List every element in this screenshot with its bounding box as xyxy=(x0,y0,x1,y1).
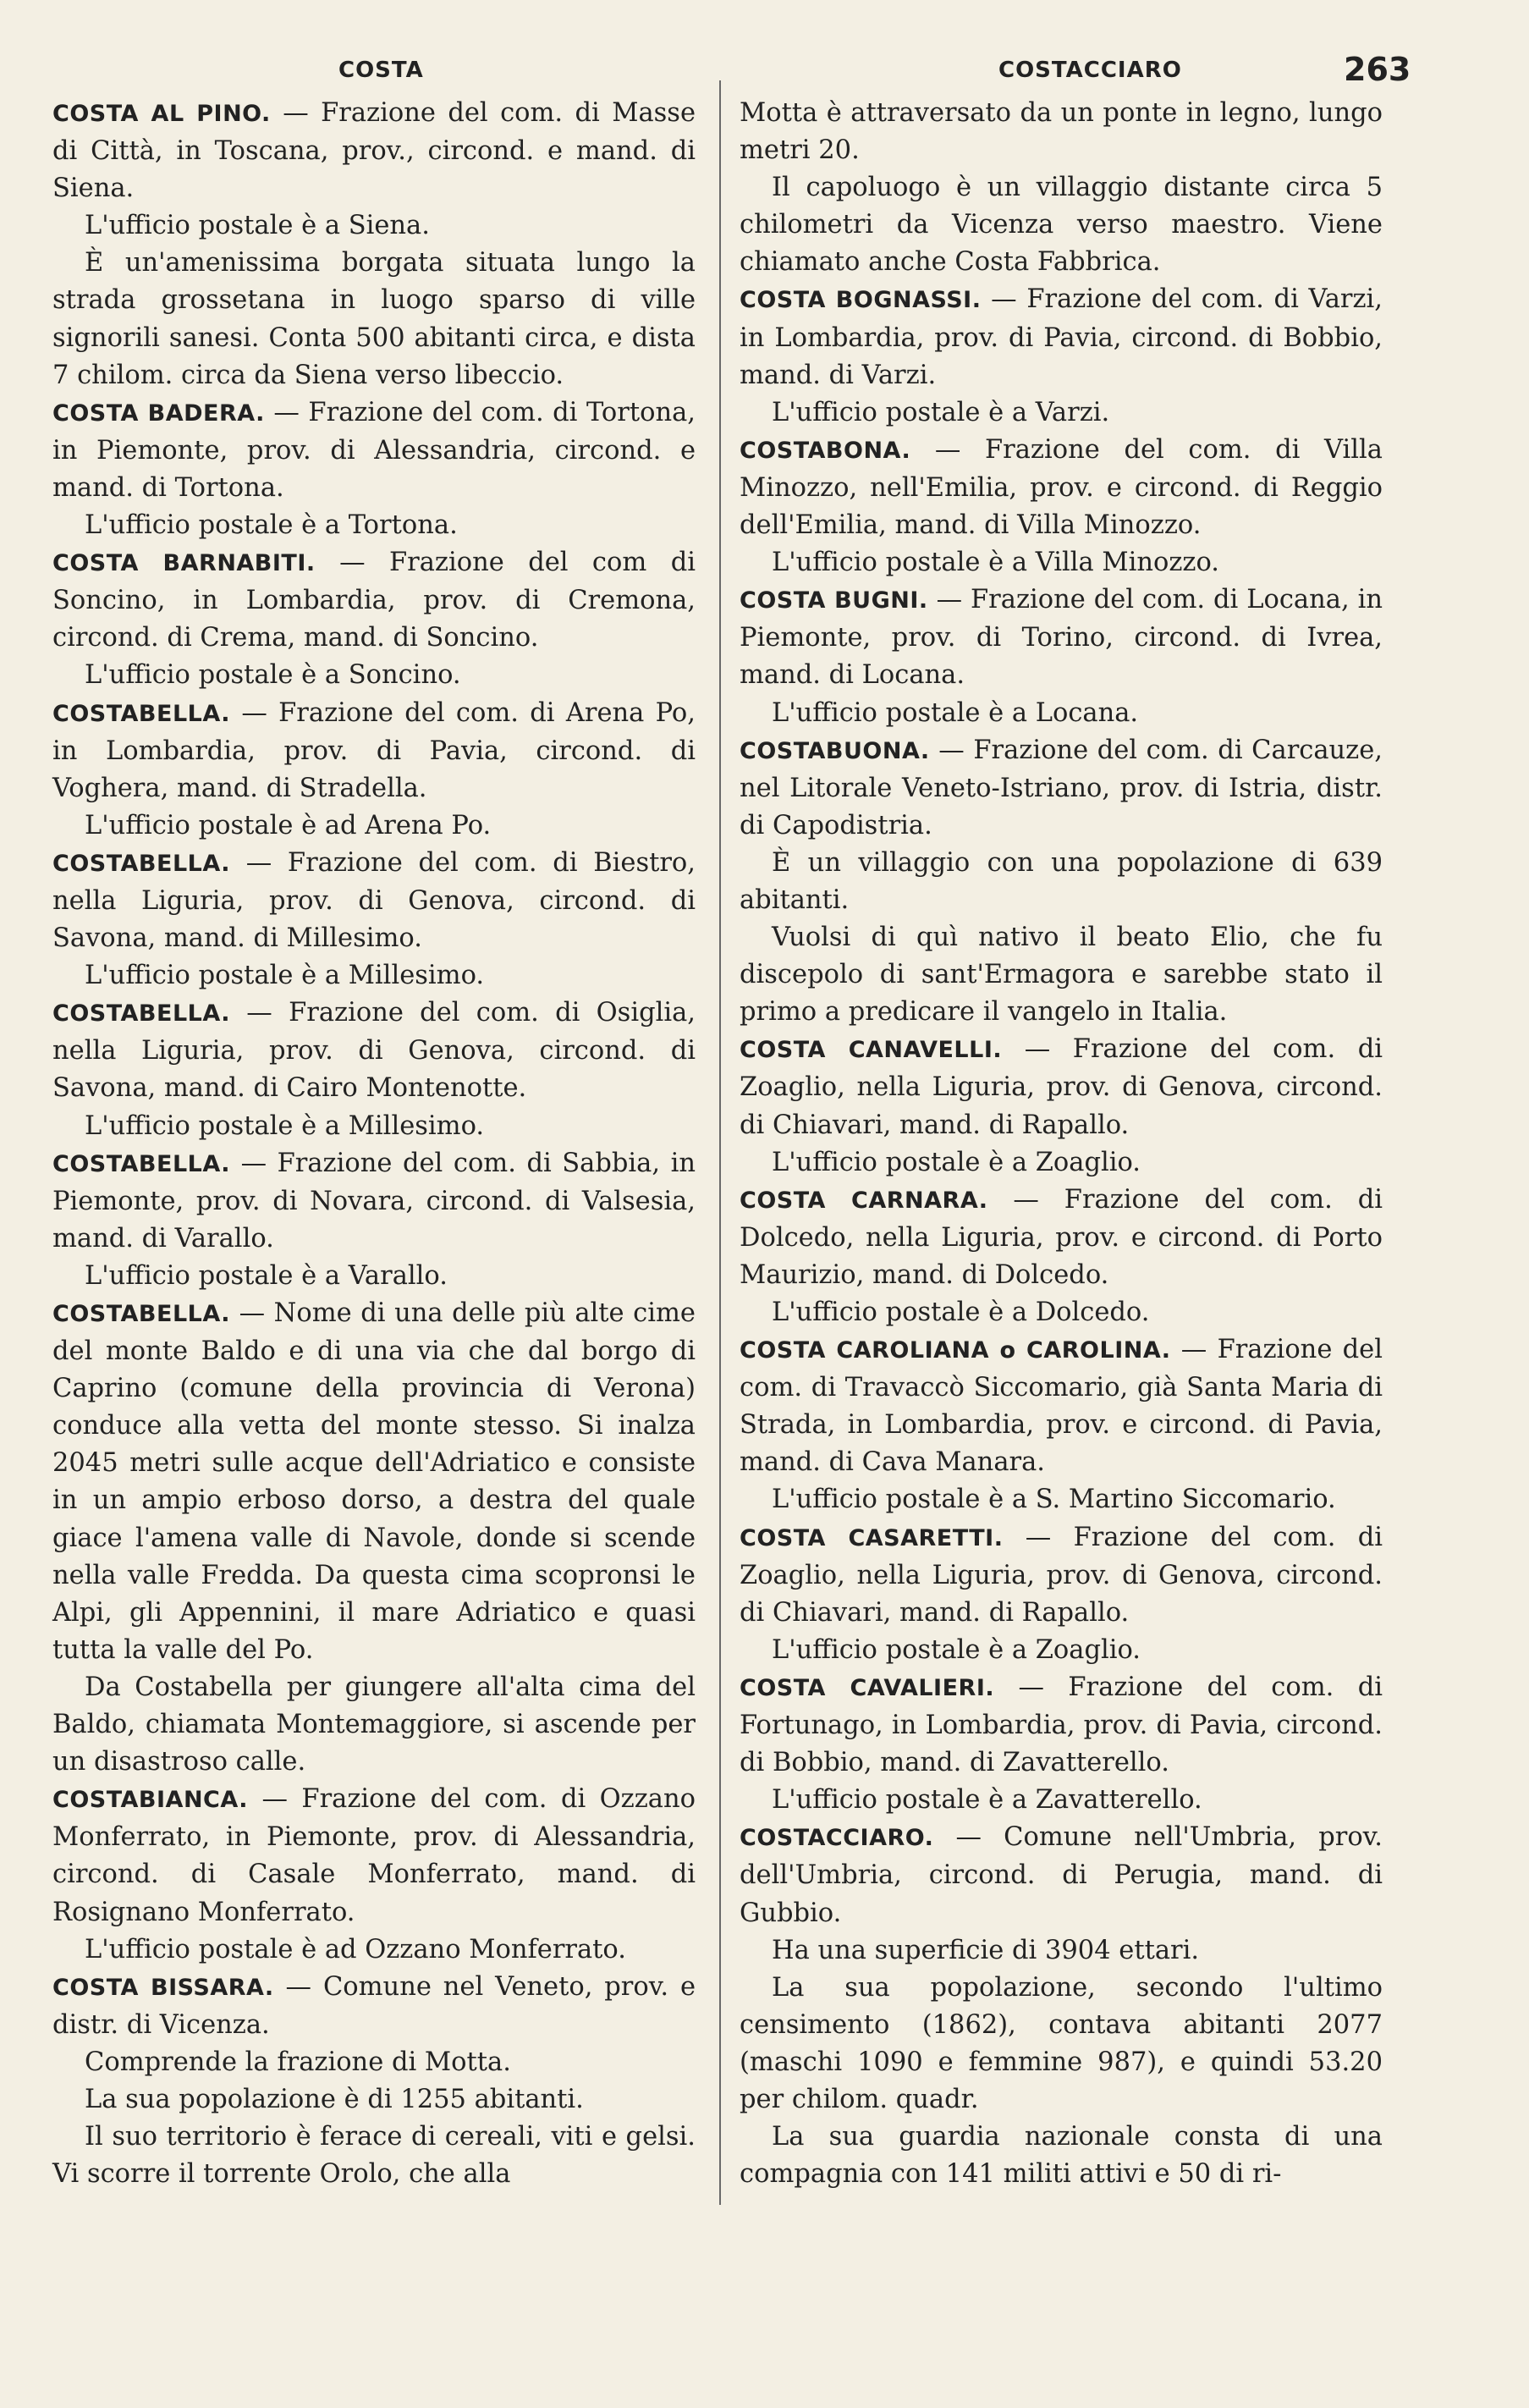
entry-subparagraph: Vuolsi di quì nativo il beato Elio, che fu discepolo di sant'Ermagora e sarebbe stato il primo a predicare il vangelo in Italia. xyxy=(740,923,1383,1028)
entry-definition: — Frazione del com. di Arena Po, in Lombardia, prov. di Pavia, circond. di Voghera, mand. di Stradella. xyxy=(52,697,696,803)
dictionary-entry xyxy=(52,1969,696,2044)
dictionary-entry xyxy=(52,95,696,207)
continuation-subparagraph: Il capoluogo è un villaggio distante circa 5 chilometri da Vicenza verso maestro. Viene chiamato anche Costa Fabbrica. xyxy=(740,173,1383,278)
dictionary-entry xyxy=(52,1295,696,1669)
entry-headword: COSTABELLA. xyxy=(52,1000,231,1028)
entry-headword: COSTABUONA. xyxy=(740,737,930,764)
entry-subparagraph: L'ufficio postale è a Tortona. xyxy=(85,510,458,541)
dictionary-entry xyxy=(740,1331,1383,1481)
right-entries xyxy=(740,281,1383,2193)
dictionary-entry xyxy=(740,581,1383,694)
dictionary-entry xyxy=(52,394,696,507)
entry-subparagraph: L'ufficio postale è a Zoaglio. xyxy=(772,1634,1141,1665)
entry-headword: COSTA CAROLIANA o CAROLINA. xyxy=(740,1337,1171,1364)
dictionary-entry xyxy=(740,1182,1383,1294)
entry-headword: COSTA AL PINO. xyxy=(52,101,271,127)
entry-subparagraph: L'ufficio postale è ad Ozzano Monferrato. xyxy=(85,1934,626,1964)
entry-headword: COSTA BARNABITI. xyxy=(52,550,316,577)
entry-headword: COSTABONA. xyxy=(740,437,911,464)
dictionary-entry xyxy=(740,1819,1383,1931)
column-divider xyxy=(719,80,721,2205)
dictionary-entry xyxy=(52,695,696,807)
dictionary-entry xyxy=(740,1031,1383,1143)
entry-headword: COSTA BADERA. xyxy=(52,399,265,427)
entry-subparagraph: L'ufficio postale è a Varallo. xyxy=(85,1260,448,1291)
entry-subparagraph: Da Costabella per giungere all'alta cima del Baldo, chiamata Montemaggiore, si ascende per un disastroso calle. xyxy=(52,1672,696,1777)
dictionary-entry xyxy=(740,281,1383,394)
entry-definition: — Frazione del com. di Villa Minozzo, nell'Emilia, prov. e circond. di Reggio dell'Emilia, mand. di Villa Minozzo. xyxy=(740,434,1383,541)
dictionary-entry xyxy=(740,732,1383,845)
entry-headword: COSTABELLA. xyxy=(52,850,231,877)
entry-subparagraph: Comprende la frazione di Motta. xyxy=(85,2047,511,2077)
running-header xyxy=(0,51,1529,102)
entry-subparagraph: L'ufficio postale è a Varzi. xyxy=(772,397,1110,427)
entry-definition: — Nome di una delle più alte cime del monte Baldo e di una via che dal borgo di Caprino (comune della provincia di Verona) conduce alla vetta del monte stesso. Si inalza 2045 metri sulle acque dell'Adriatico e consiste in un ampio erboso dorso, a destra del quale giace l'amena valle di Navole, donde si scende nella valle Fredda. Da questa cima scopronsi le Alpi, gli Appennini, il mare Adriatico e quasi tutta la valle del Po. xyxy=(52,1298,696,1665)
entry-definition: — Frazione del com. di Osiglia, nella Liguria, prov. di Genova, circond. di Savona, mand. di Cairo Montenotte. xyxy=(52,998,696,1104)
entry-subparagraph: L'ufficio postale è a Siena. xyxy=(85,211,430,241)
entry-definition: — Frazione del com. di Sabbia, in Piemonte, prov. di Novara, circond. di Valsesia, mand. di Varallo. xyxy=(52,1148,696,1254)
entry-definition: — Frazione del com. di Varzi, in Lombardia, prov. di Pavia, circond. di Bobbio, mand. di Varzi. xyxy=(740,284,1383,390)
entry-subparagraph: L'ufficio postale è a Locana. xyxy=(772,697,1139,728)
entry-subparagraph: L'ufficio postale è a Zavatterello. xyxy=(772,1785,1202,1816)
entry-headword: COSTA CAVALIERI. xyxy=(740,1674,995,1701)
entry-subparagraph: Il suo territorio è ferace di cereali, viti e gelsi. Vi scorre il torrente Orolo, che alla xyxy=(52,2122,696,2190)
dictionary-entry xyxy=(740,1519,1383,1632)
entry-subparagraph: La sua popolazione, secondo l'ultimo censimento (1862), contava abitanti 2077 (maschi 1090 e femmine 987), e quindi 53.20 per chilom. quadr. xyxy=(740,1972,1383,2114)
entry-subparagraph: L'ufficio postale è a S. Martino Siccomario. xyxy=(772,1485,1336,1515)
dictionary-entry xyxy=(52,544,696,657)
dictionary-entry xyxy=(52,1781,696,1931)
right-column xyxy=(740,95,1383,2193)
dictionary-entry xyxy=(52,995,696,1107)
entry-definition: — Frazione del com. di Tortona, in Piemonte, prov. di Alessandria, circond. e mand. di Tortona. xyxy=(52,397,696,503)
left-column xyxy=(52,95,696,2193)
entry-definition: — Frazione del com. di Travaccò Siccomario, già Santa Maria di Strada, in Lombardia, prov. e circond. di Pavia, mand. di Cava Manara. xyxy=(740,1335,1383,1478)
entry-subparagraph: Ha una superficie di 3904 ettari. xyxy=(772,1935,1200,1965)
entry-definition: — Comune nell'Umbria, prov. dell'Umbria, circond. di Perugia, mand. di Gubbio. xyxy=(740,1822,1383,1928)
entry-headword: COSTA BISSARA. xyxy=(52,1974,274,2001)
entry-subparagraph: L'ufficio postale è a Millesimo. xyxy=(85,1110,485,1141)
entry-headword: COSTABELLA. xyxy=(52,1301,231,1327)
page-number: 263 xyxy=(1344,51,1411,88)
entry-headword: COSTACCIARO. xyxy=(740,1825,934,1852)
entry-definition: — Frazione del com. di Masse di Città, in Toscana, prov., circond. e mand. di Siena. xyxy=(52,98,696,204)
dictionary-entry xyxy=(740,1669,1383,1782)
dictionary-entry xyxy=(52,845,696,957)
continuation-text: Motta è attraversato da un ponte in legno, lungo metri 20. xyxy=(740,98,1383,166)
header-left-word: COSTA xyxy=(338,58,424,83)
entry-definition: — Frazione del com. di Biestro, nella Liguria, prov. di Genova, circond. di Savona, mand. di Millesimo. xyxy=(52,847,696,954)
entry-definition: — Frazione del com. di Ozzano Monferrato, in Piemonte, prov. di Alessandria, circond. di Casale Monferrato, mand. di Rosignano Monferrato. xyxy=(52,1784,696,1927)
entry-definition: — Frazione del com. di Fortunago, in Lombardia, prov. di Pavia, circond. di Bobbio, mand. di Zavatterello. xyxy=(740,1672,1383,1778)
entry-subparagraph: L'ufficio postale è ad Arena Po. xyxy=(85,810,492,840)
entry-definition: — Frazione del com. di Locana, in Piemonte, prov. di Torino, circond. di Ivrea, mand. di Locana. xyxy=(740,585,1383,691)
entry-subparagraph: È un villaggio con una popolazione di 639 abitanti. xyxy=(740,847,1383,915)
entry-definition: — Frazione del com. di Zoaglio, nella Liguria, prov. di Genova, circond. di Chiavari, mand. di Rapallo. xyxy=(740,1522,1383,1628)
entry-subparagraph: È un'amenissima borgata situata lungo la strada grossetana in luogo sparso di ville signorili sanesi. Conta 500 abitanti circa, e dista 7 chilom. circa da Siena verso libeccio. xyxy=(52,248,696,390)
entry-subparagraph: L'ufficio postale è a Soncino. xyxy=(85,660,461,691)
entry-subparagraph: L'ufficio postale è a Dolcedo. xyxy=(772,1298,1150,1327)
entry-headword: COSTA CASARETTI. xyxy=(740,1524,1004,1551)
entry-subparagraph: L'ufficio postale è a Villa Minozzo. xyxy=(772,548,1219,578)
entry-subparagraph: La sua popolazione è di 1255 abitanti. xyxy=(85,2084,584,2114)
entry-headword: COSTABELLA. xyxy=(52,700,231,727)
entry-headword: COSTABELLA. xyxy=(52,1150,231,1177)
entry-definition: — Frazione del com. di Zoaglio, nella Liguria, prov. di Genova, circond. di Chiavari, mand. di Rapallo. xyxy=(740,1034,1383,1140)
entry-headword: COSTA CARNARA. xyxy=(740,1187,988,1214)
entry-subparagraph: L'ufficio postale è a Millesimo. xyxy=(85,961,485,991)
dictionary-entry xyxy=(52,1145,696,1258)
entry-definition: — Comune nel Veneto, prov. e distr. di Vicenza. xyxy=(52,1971,696,2040)
entry-definition: — Frazione del com di Soncino, in Lombardia, prov. di Cremona, circond. di Crema, mand. di Soncino. xyxy=(52,548,696,653)
entry-headword: COSTA CANAVELLI. xyxy=(740,1037,1003,1064)
entry-definition: — Frazione del com. di Dolcedo, nella Liguria, prov. e circond. di Porto Maurizio, mand. di Dolcedo. xyxy=(740,1184,1383,1290)
entry-subparagraph: La sua guardia nazionale consta di una compagnia con 141 militi attivi e 50 di ri- xyxy=(740,2122,1383,2190)
entry-headword: COSTA BOGNASSI. xyxy=(740,287,982,314)
entry-definition: — Frazione del com. di Carcauze, nel Litorale Veneto-Istriano, prov. di Istria, distr. di Capodistria. xyxy=(740,735,1383,840)
header-right-word: COSTACCIARO xyxy=(998,58,1182,83)
continuation-subparagraphs xyxy=(740,169,1383,281)
entry-headword: COSTA BUGNI. xyxy=(740,587,928,614)
entry-headword: COSTABIANCA. xyxy=(52,1787,249,1814)
entry-subparagraph: L'ufficio postale è a Zoaglio. xyxy=(772,1147,1141,1177)
dictionary-entry xyxy=(740,432,1383,544)
